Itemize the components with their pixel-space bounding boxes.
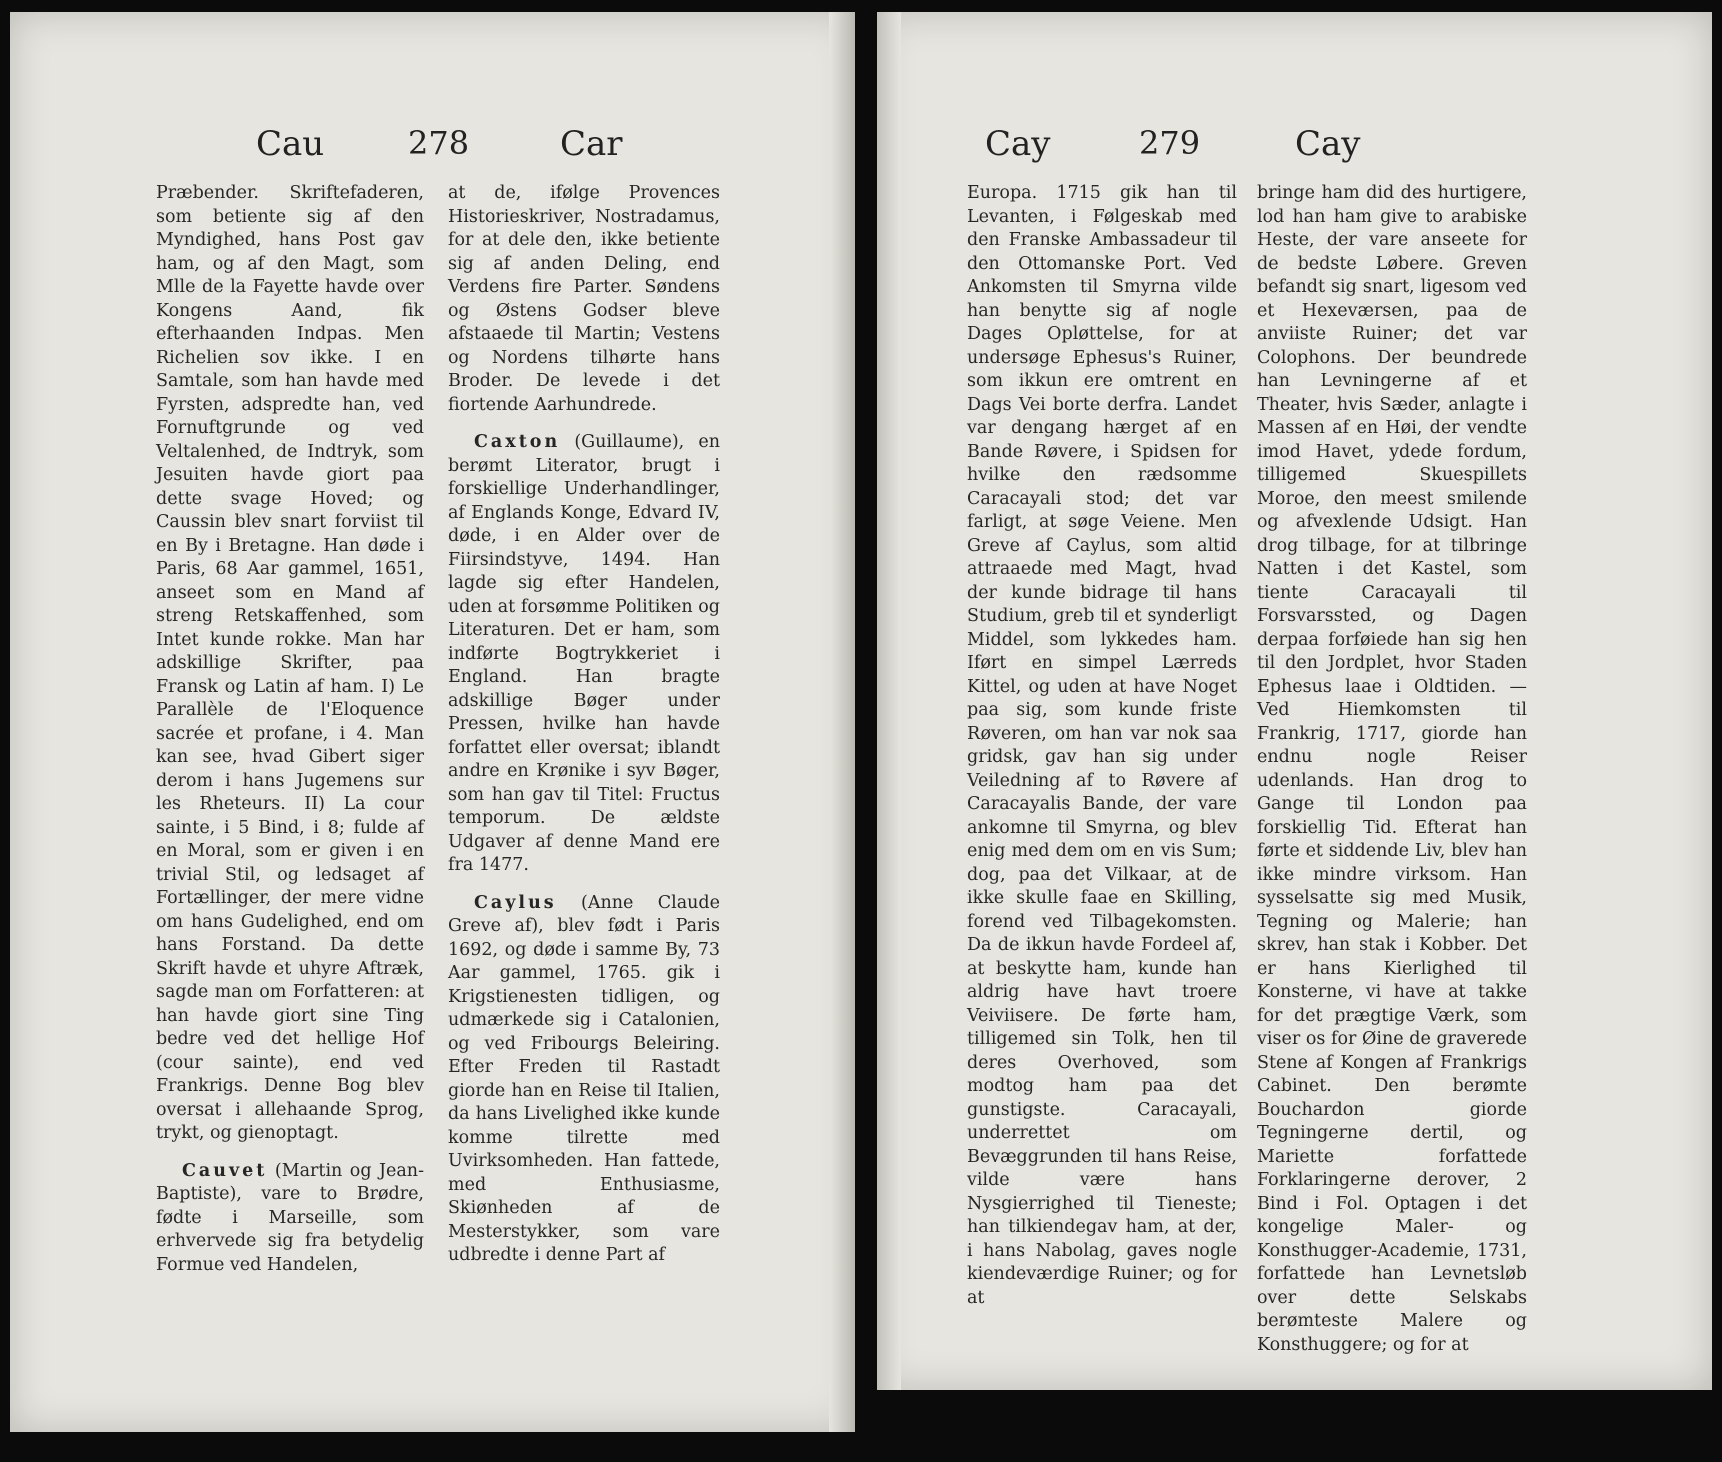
entry-headword: Caylus — [474, 892, 557, 913]
entry-text: (Anne Claude Greve af), blev født i Paris 1692, og døde i samme By, 73 Aar gammel, 1765. gik i Krigstienesten tidligen, og udmærkede sig i Catalonien, og ved Fribourgs Beleiring. Efter Freden til Rastadt giorde han en Reise til Italien, da hans Livelighed ikke kunde komme tilrette med Uvirksomheden. Han fattede, med Enthusiasme, Skiønheden af de Mesterstykker, som vare udbredte i denne Part af — [448, 892, 720, 1265]
text-block: Europa. 1715 gik han til Levanten, i Følgeskab med den Franske Ambassadeur til den Ottomanske Port. Ved Ankomsten til Smyrna vilde han benytte sig af nogle Dages Opløttelse, for at undersøge Ephesus's Ruiner, som ikkun ere omtrent en Dags Vei borte derfra. Landet var dengang hærget af en Bande Røvere, i Spidsen for hvilke den rædsomme Caracayali stod; det var farligt, at søge Veiene. Men Greve af Caylus, som altid attraaede med Magt, hvad der kunde bidrage til hans Studium, greb til et synderligt Middel, som lykkedes ham. Iført en simpel Lærreds Kittel, og uden at have Noget paa sig, som kunde friste Røveren, om han var nok saa gridsk, gav han sig under Veiledning af to Røvere af Caracayalis Bande, der vare ankomne til Smyrna, og blev enig med dem om en vis Sum; dog, paa det Vilkaar, at de ikke skulle faae en Skilling, forend ved Tilbagekomsten. Da de ikkun havde Fordeel af, at beskytte ham, kunde han aldrig have havt troere Veiviisere. De førte ham, tilligemed sin Tolk, hen til deres Overhoved, som modtog ham paa det gunstigste. Caracayali, underrettet om Bevæggrunden til hans Reise, vilde være hans Nysgierrighed til Tieneste; han tilkiendegav ham, at der, i hans Nabolag, gaves nogle kiendeværdige Ruiner; og for at — [967, 183, 1237, 1308]
entry-headword: Caxton — [474, 432, 561, 452]
left-page — [10, 12, 855, 1432]
entry-caxton — [448, 431, 720, 878]
left-header-word: Cau — [256, 124, 325, 164]
entry-text: (Martin og Jean-Baptiste), vare to Brødre, fødte i Marseille, som erhvervede sig fra betydelig Formue ved Handelen, — [156, 1160, 424, 1275]
right-page-gutter — [877, 12, 901, 1390]
left-page-header — [10, 124, 855, 174]
entry-text: (Guillaume), en berømt Literator, brugt i forskiellige Underhandlinger, af Englands Konge, Edvard IV, døde, i en Alder over de Fiirsindstyve, 1494. Han lagde sig efter Handelen, uden at forsømme Politiken og Literaturen. Det er ham, som indførte Bogtrykkeriet i England. Han bragte adskillige Bøger under Pressen, hvilke han havde forfattet eller oversat; iblandt andre en Krønike i syv Bøger, som han gav til Titel: Fructus temporum. De ældste Udgaver af denne Mand ere fra 1477. — [448, 432, 720, 875]
entry-caylus — [448, 892, 720, 1268]
right-page-column-2 — [1257, 182, 1527, 1357]
right-page-number: 279 — [1139, 124, 1201, 162]
right-page — [877, 12, 1712, 1390]
left-header-word-right: Car — [560, 124, 623, 164]
left-page-column-2 — [448, 182, 720, 1268]
right-header-word-right: Cay — [1295, 124, 1361, 164]
entry-headword: Cauvet — [182, 1160, 268, 1181]
text-block: at de, ifølge Provences Historieskriver, Nostradamus, for at dele den, ikke betiente sig af anden Deling, end Verdens fire Parter. Søndens og Østens Godser bleve afstaaede til Martin; Vestens og Nordens tilhørte hans Broder. De levede i det fiortende Aarhundrede. — [448, 183, 720, 415]
right-page-column-1 — [967, 182, 1237, 1310]
left-page-number: 278 — [408, 124, 470, 162]
text-block: bringe ham did des hurtigere, lod han ham give to arabiske Heste, der vare anseete for de bedste Løbere. Greven befandt sig snart, ligesom ved et Hexeværsen, paa de anviiste Ruiner; det var Colophons. Der beundrede han Levningerne af et Theater, hvis Sæder, anlagte i Massen af en Høi, der vendte imod Havet, ydede fordum, tilligemed Skuespillets Moroe, den meest smilende og afvexlende Udsigt. Han drog tilbage, for at tilbringe Natten i det Kastel, som tiente Caracayali til Forsvarssted, og Dagen derpaa forføiede han sig hen til den Jordplet, hvor Staden Ephesus laae i Oldtiden. — Ved Hiemkomsten til Frankrig, 1717, giorde han endnu nogle Reiser udenlands. Han drog to Gange til London paa forskiellig Tid. Efterat han førte et siddende Liv, blev han ikke mindre virksom. Han sysselsatte sig med Musik, Tegning og Malerie; han skrev, han stak i Kobber. Det er hans Kierlighed til Konsterne, vi have at takke for det prægtige Værk, som viser os for Øine de graverede Stene af Kongen af Frankrigs Cabinet. Den berømte Bouchardon giorde Tegningerne dertil, og Mariette forfattede Forklaringerne derover, 2 Bind i Fol. Optagen i det kongelige Maler- og Konsthugger-Academie, 1731, forfattede han Levnetsløb over dette Selskabs berømteste Malere og Konsthuggere; og for at — [1257, 183, 1527, 1355]
text-block: Præbender. Skriftefaderen, som betiente sig af den Myndighed, hans Post gav ham, og af den Magt, som Mlle de la Fayette havde over Kongens Aand, fik efterhaanden Indpas. Men Richelien sov ikke. I en Samtale, som han havde med Fyrsten, adspredte han, ved Fornuftgrunde og ved Veltalenhed, de Indtryk, som Jesuiten havde giort paa dette svage Hoved; og Caussin blev snart forviist til en By i Bretagne. Han døde i Paris, 68 Aar gammel, 1651, anseet som en Mand af streng Retskaffenhed, som Intet kunde rokke. Man har adskillige Skrifter, paa Fransk og Latin af ham. I) Le Parallèle de l'Eloquence sacrée et profane, i 4. Man kan see, hvad Gibert siger derom i hans Jugemens sur les Rheteurs. II) La cour sainte, i 5 Bind, i 8; fulde af en Moral, som er given i en trivial Stil, og ledsaget af Fortællinger, der mere vidne om hans Gudelighed, end om hans Forstand. Da dette Skrift havde et uhyre Aftræk, sagde man om Forfatteren: at han havde giort sine Ting bedre ved det hellige Hof (cour sainte), end ved Frankrigs. Denne Bog blev oversat i allehaande Sprog, trykt, og gienoptagt. — [156, 183, 424, 1143]
left-page-gutter — [829, 12, 855, 1432]
left-page-column-1 — [156, 182, 424, 1277]
right-page-header — [877, 124, 1712, 174]
right-header-word: Cay — [985, 124, 1051, 164]
entry-cauvet — [156, 1160, 424, 1278]
